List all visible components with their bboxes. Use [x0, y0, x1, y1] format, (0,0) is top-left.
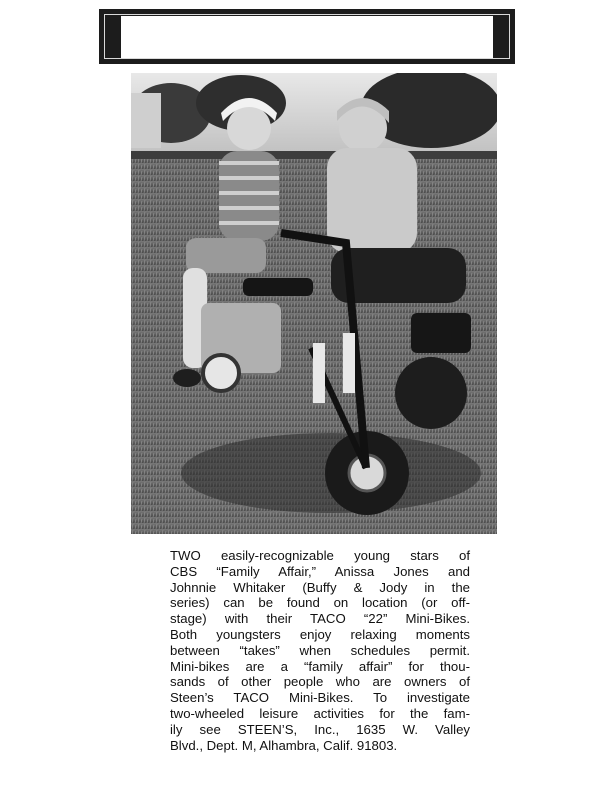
caption-line: two-wheeled leisure activities for the fam- [170, 705, 470, 721]
caption-line: CBS “Family Affair,” Anissa Jones and [170, 563, 470, 579]
caption-line: Mini-bikes are a “family affair” for thou- [170, 658, 470, 674]
masthead-banner [99, 9, 515, 64]
photo-illustration [131, 73, 497, 534]
caption-line: sands of other people who are owners of [170, 674, 470, 690]
caption-line: series) can be found on location (or off- [170, 595, 470, 611]
caption-line: between “takes” when schedules permit. [170, 642, 470, 658]
photo-two-children-on-minibikes [131, 73, 497, 534]
caption-line: stage) with their TACO “22” Mini-Bikes. [170, 611, 470, 627]
caption-line: Both youngsters enjoy relaxing moments [170, 626, 470, 642]
caption-line: TWO easily-recognizable young stars of [170, 548, 470, 563]
caption-line: Blvd., Dept. M, Alhambra, Calif. 91803. [170, 737, 398, 753]
masthead-frame [104, 11, 510, 61]
photo-caption [170, 548, 470, 753]
caption-line: Johnnie Whitaker (Buffy & Jody in the [170, 579, 470, 595]
masthead-title: SHOWCASE [121, 16, 493, 58]
caption-line: Steen’s TACO Mini-Bikes. To investigate [170, 690, 470, 706]
caption-line: ily see STEEN’S, Inc., 1635 W. Valley [170, 721, 470, 737]
